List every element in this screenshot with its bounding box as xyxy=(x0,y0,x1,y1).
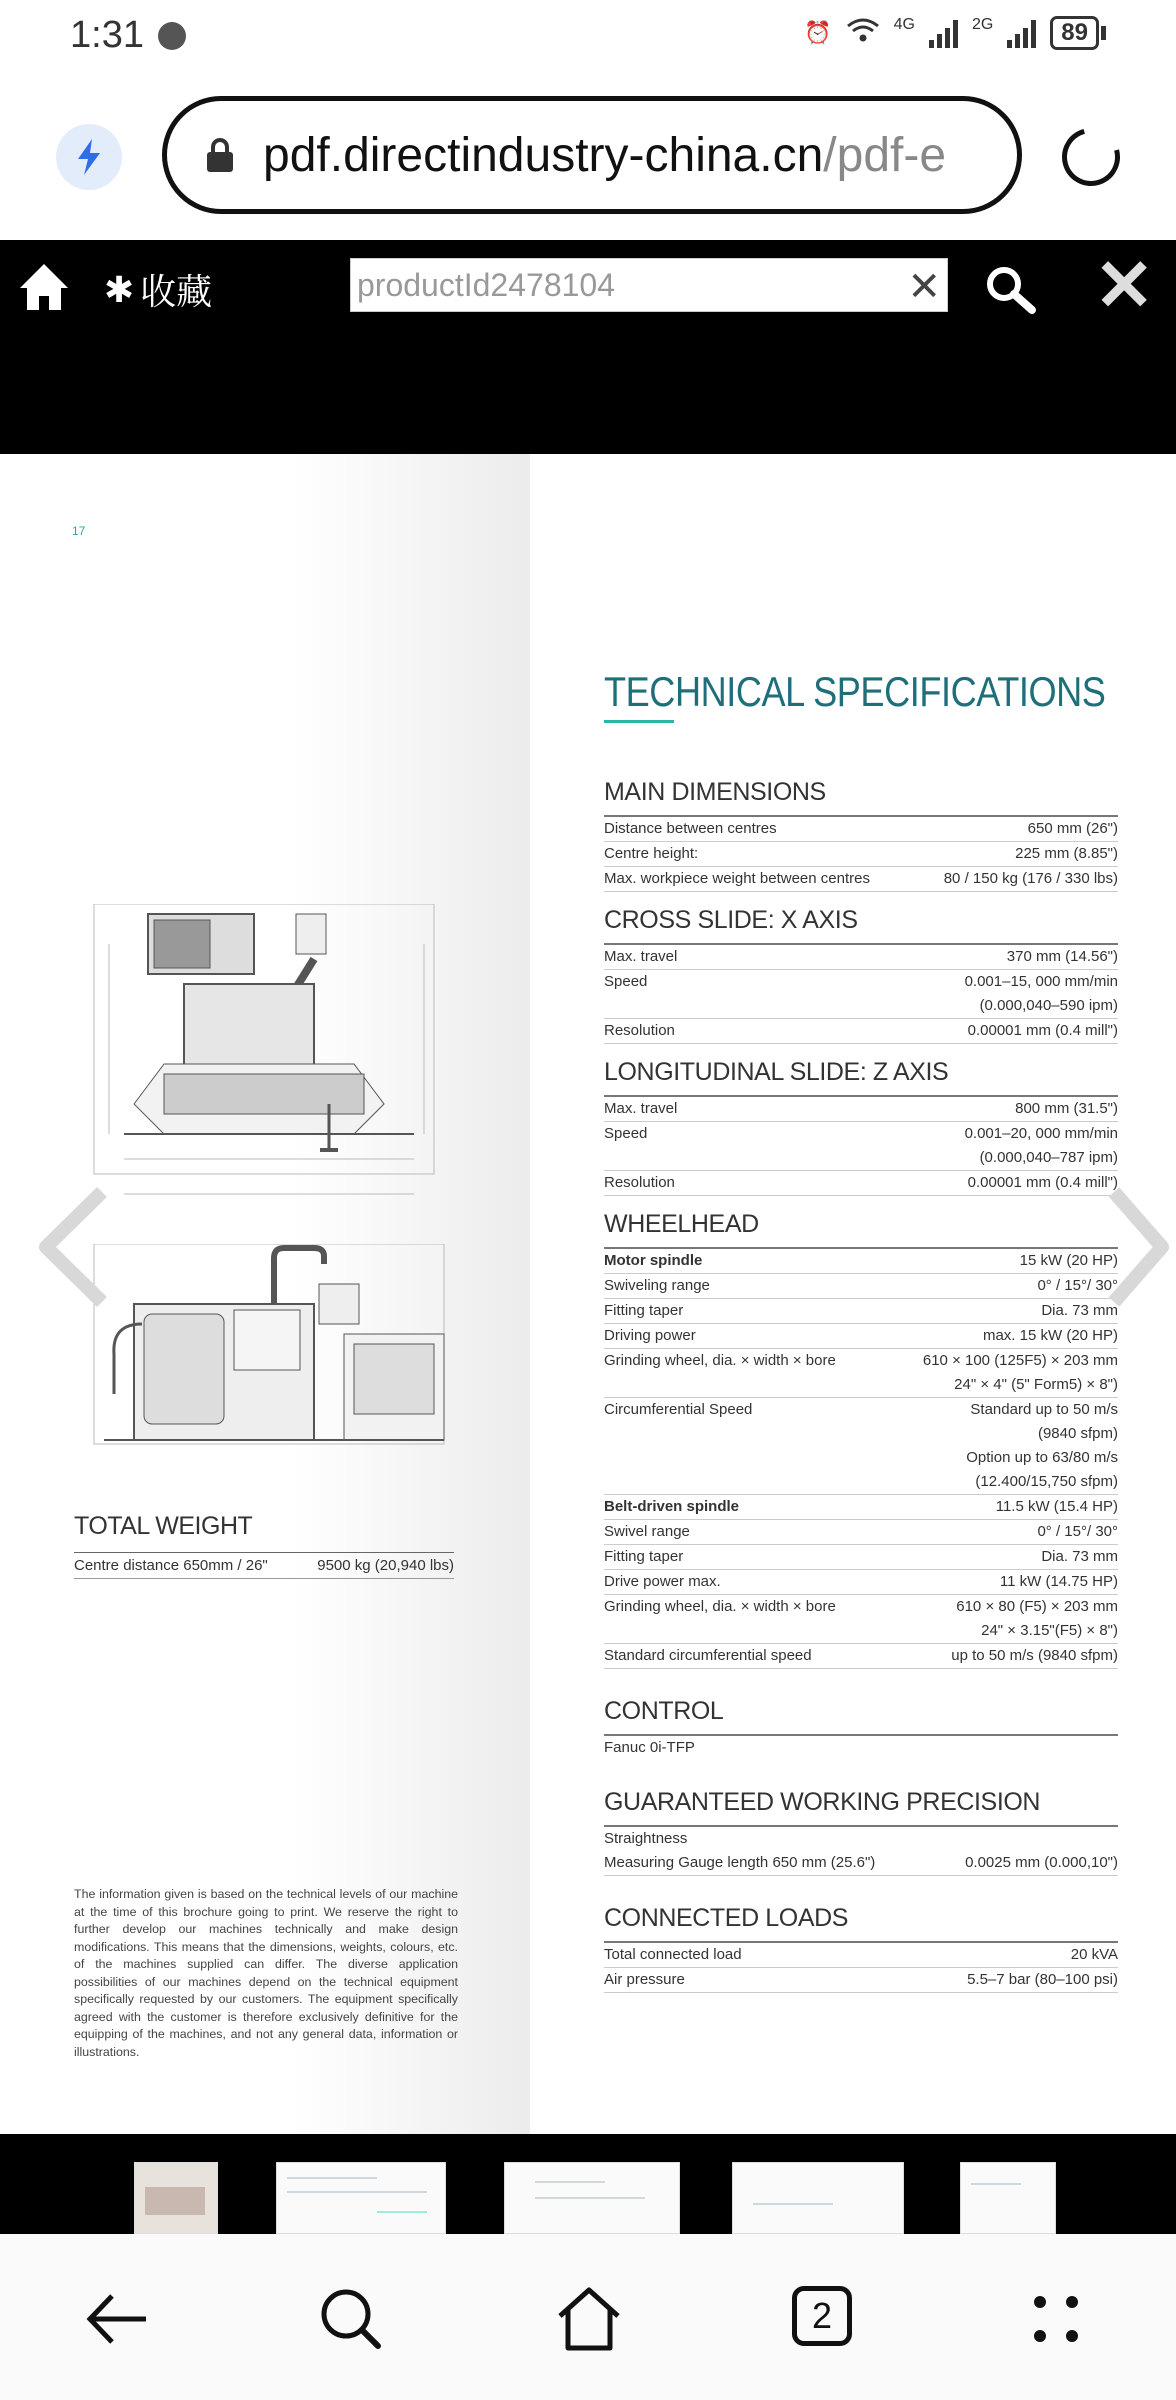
network-type-1: 4G xyxy=(893,16,915,33)
spec-row xyxy=(604,1827,1118,1851)
spec-value: 0° / 15°/ 30° xyxy=(1037,1277,1118,1294)
spec-label: Circumferential Speed xyxy=(604,1401,753,1418)
spec-value: 370 mm (14.56") xyxy=(1006,948,1118,965)
spec-row xyxy=(604,1019,1118,1044)
spec-value: Dia. 73 mm xyxy=(1041,1302,1118,1319)
spec-row xyxy=(604,1595,1118,1644)
spec-label: Speed xyxy=(604,1125,648,1142)
browser-toolbar xyxy=(0,90,1176,220)
spec-label: Measuring Gauge length 650 mm (25.6") xyxy=(604,1854,876,1871)
recording-indicator-icon xyxy=(158,22,186,50)
spec-section-long-slide xyxy=(604,1058,1118,1196)
address-bar[interactable] xyxy=(162,96,1022,214)
spec-label: Air pressure xyxy=(604,1971,685,1988)
lightning-icon[interactable] xyxy=(56,124,122,190)
spec-value: 225 mm (8.85") xyxy=(1015,845,1118,862)
spec-label: Centre height: xyxy=(604,845,699,862)
signal-icon-2 xyxy=(1007,18,1036,48)
spec-label: Max. workpiece weight between centres xyxy=(604,870,870,887)
spec-label: Max. travel xyxy=(604,1100,678,1117)
title-underline xyxy=(604,720,674,723)
site-toolbar xyxy=(0,240,1176,454)
spec-value: 650 mm (26") xyxy=(1027,820,1118,837)
thumbnail-4[interactable] xyxy=(732,2162,904,2234)
star-icon: ✱ xyxy=(104,268,135,310)
network-type-2: 2G xyxy=(971,16,994,33)
spec-label: Motor spindle xyxy=(604,1252,703,1269)
spec-label: Standard circumferential speed xyxy=(604,1647,812,1664)
spec-row xyxy=(604,1398,1118,1495)
search-icon[interactable] xyxy=(982,262,1038,318)
total-weight-value: 9500 kg (20,940 lbs) xyxy=(317,1557,454,1574)
spec-label: Resolution xyxy=(604,1174,675,1191)
spec-section-heading: CONTROL xyxy=(604,1697,1118,1736)
spec-section-control xyxy=(604,1697,1118,1760)
reload-icon[interactable] xyxy=(1051,117,1130,196)
battery-icon: 89 xyxy=(1050,16,1099,50)
back-arrow-icon[interactable] xyxy=(82,2284,152,2354)
status-icons xyxy=(804,16,1106,50)
spec-value: 5.5–7 bar (80–100 psi) xyxy=(967,1971,1118,1988)
page-number: 17 xyxy=(72,524,86,538)
home-icon[interactable] xyxy=(16,258,72,314)
spec-row xyxy=(604,1299,1118,1324)
spec-row xyxy=(604,945,1118,970)
spec-row xyxy=(604,1171,1118,1196)
spec-section-heading: CONNECTED LOADS xyxy=(604,1904,1118,1943)
spec-section-heading: MAIN DIMENSIONS xyxy=(604,778,1118,817)
spec-row xyxy=(604,970,1118,1019)
spec-section-cross-slide xyxy=(604,906,1118,1044)
alarm-icon: ⏰ xyxy=(804,20,832,45)
spec-value: 0.00001 mm (0.4 mill") xyxy=(967,1022,1118,1039)
spec-label: Grinding wheel, dia. × width × bore xyxy=(604,1598,836,1615)
spec-label: Fanuc 0i-TFP xyxy=(604,1739,695,1756)
spec-label: Driving power xyxy=(604,1327,696,1344)
total-weight-row xyxy=(74,1552,454,1579)
spec-value: 0.001–15, 000 mm/min (0.000,040–590 ipm) xyxy=(964,973,1118,1014)
spec-section-wheelhead xyxy=(604,1210,1118,1669)
tabs-button[interactable]: 2 xyxy=(792,2286,852,2346)
spec-sections xyxy=(604,764,1118,1993)
spec-label: Fitting taper xyxy=(604,1302,684,1319)
more-menu-icon[interactable] xyxy=(1030,2292,1086,2348)
thumbnail-2[interactable] xyxy=(276,2162,446,2234)
pdf-viewer[interactable] xyxy=(0,454,1176,2134)
next-page-arrow-icon[interactable] xyxy=(1100,1182,1176,1312)
spec-row xyxy=(604,1097,1118,1122)
thumbnail-5[interactable] xyxy=(960,2162,1056,2234)
spec-value: 11.5 kW (15.4 HP) xyxy=(995,1498,1118,1515)
status-bar xyxy=(0,0,1176,72)
disclaimer-text: The information given is based on the technical levels of our machine at the time of this brochure going to print. We reserve the right to further develop our machines technically and make design modifications. This means that the dimensions, weights, colours, etc. of the machines supplied can differ. The diverse application possibilities of our machines depend on the technical equipment specifically requested by our customers. The equipment specifically agreed with the customer is therefore exclusively definitive for the equipping of the machines, and not any general data, information or illustrations. xyxy=(74,1887,458,2059)
spec-section-precision xyxy=(604,1788,1118,1876)
spec-label: Speed xyxy=(604,973,648,990)
spec-value: Standard up to 50 m/s (9840 sfpm) Option up to 63/80 m/s (12.400/15,750 sfpm) xyxy=(966,1401,1118,1490)
thumbnail-3[interactable] xyxy=(504,2162,680,2234)
spec-value: 800 mm (31.5") xyxy=(1015,1100,1118,1117)
spec-row xyxy=(604,1495,1118,1520)
spec-section-heading: WHEELHEAD xyxy=(604,1210,1118,1249)
signal-icon xyxy=(929,18,958,48)
spec-value: Dia. 73 mm xyxy=(1041,1548,1118,1565)
spec-row xyxy=(604,1644,1118,1669)
spec-section-heading: GUARANTEED WORKING PRECISION xyxy=(604,1788,1118,1827)
spec-section-loads xyxy=(604,1904,1118,1993)
status-time: 1:31 xyxy=(70,14,144,56)
spec-label: Swivel range xyxy=(604,1523,690,1540)
total-weight-title: TOTAL WEIGHT xyxy=(74,1512,253,1540)
spec-label: Belt-driven spindle xyxy=(604,1498,740,1515)
search-field[interactable] xyxy=(350,258,948,312)
clear-icon[interactable]: ✕ xyxy=(907,265,941,309)
battery-nub xyxy=(1101,26,1106,40)
spec-row xyxy=(604,842,1118,867)
spec-label: Grinding wheel, dia. × width × bore xyxy=(604,1352,836,1369)
spec-value: 11 kW (14.75 HP) xyxy=(999,1573,1118,1590)
spec-value: 20 kVA xyxy=(1070,1946,1118,1963)
favorites-button[interactable] xyxy=(104,264,212,315)
spec-row xyxy=(604,1736,1118,1760)
spec-value: 0.00001 mm (0.4 mill") xyxy=(967,1174,1118,1191)
spec-value: max. 15 kW (20 HP) xyxy=(982,1327,1118,1344)
search-icon[interactable] xyxy=(316,2284,386,2354)
spec-title: TECHNICAL SPECIFICATIONS xyxy=(604,668,1106,715)
thumbnail-1[interactable] xyxy=(134,2162,218,2234)
spec-value: 0.0025 mm (0.000,10") xyxy=(965,1854,1118,1871)
spec-value: up to 50 m/s (9840 sfpm) xyxy=(951,1647,1118,1664)
spec-row xyxy=(604,817,1118,842)
spec-label: Drive power max. xyxy=(604,1573,721,1590)
spec-label: Fitting taper xyxy=(604,1548,684,1565)
lock-icon xyxy=(207,138,233,172)
spec-row xyxy=(604,1851,1118,1876)
search-input[interactable] xyxy=(357,267,897,304)
spec-row xyxy=(604,1249,1118,1274)
spec-value: 0° / 15°/ 30° xyxy=(1037,1523,1118,1540)
spec-row xyxy=(604,867,1118,892)
spec-value: 610 × 80 (F5) × 203 mm 24" × 3.15"(F5) × 8") xyxy=(956,1598,1118,1639)
spec-row xyxy=(604,1324,1118,1349)
spec-section-heading: CROSS SLIDE: X AXIS xyxy=(604,906,1118,945)
spec-label: Swiveling range xyxy=(604,1277,710,1294)
spec-section-heading: LONGITUDINAL SLIDE: Z AXIS xyxy=(604,1058,1118,1097)
favorites-label: 收藏 xyxy=(140,271,213,312)
page-thumbnails xyxy=(0,2134,1176,2234)
spec-row xyxy=(604,1545,1118,1570)
spec-label: Max. travel xyxy=(604,948,678,965)
spec-label: Straightness xyxy=(604,1830,688,1847)
wifi-icon xyxy=(846,16,880,50)
previous-page-arrow-icon[interactable] xyxy=(32,1182,122,1312)
spec-label: Distance between centres xyxy=(604,820,777,837)
url-host: pdf.directindustry-china.cn xyxy=(263,128,824,182)
spec-row xyxy=(604,1943,1118,1968)
spec-row xyxy=(604,1122,1118,1171)
spec-row xyxy=(604,1274,1118,1299)
total-weight-label: Centre distance 650mm / 26" xyxy=(74,1557,268,1574)
close-icon[interactable]: ✕ xyxy=(1094,246,1155,326)
spec-value: 610 × 100 (125F5) × 203 mm 24" × 4" (5" Form5) × 8") xyxy=(922,1352,1118,1393)
spec-row xyxy=(604,1968,1118,1993)
spec-value: 80 / 150 kg (176 / 330 lbs) xyxy=(943,870,1118,887)
spec-row xyxy=(604,1570,1118,1595)
spec-value: 0.001–20, 000 mm/min (0.000,040–787 ipm) xyxy=(964,1125,1118,1166)
spec-value: 15 kW (20 HP) xyxy=(1019,1252,1118,1269)
spec-label: Total connected load xyxy=(604,1946,742,1963)
machine-side-view-drawing xyxy=(84,1244,454,1464)
spec-section-main-dimensions xyxy=(604,778,1118,892)
spec-row xyxy=(604,1349,1118,1398)
home-icon[interactable] xyxy=(554,2284,624,2354)
machine-front-view-drawing xyxy=(84,904,444,1224)
spec-label: Resolution xyxy=(604,1022,675,1039)
spec-row xyxy=(604,1520,1118,1545)
browser-bottom-nav xyxy=(0,2234,1176,2400)
url-path: /pdf-e xyxy=(823,128,947,182)
